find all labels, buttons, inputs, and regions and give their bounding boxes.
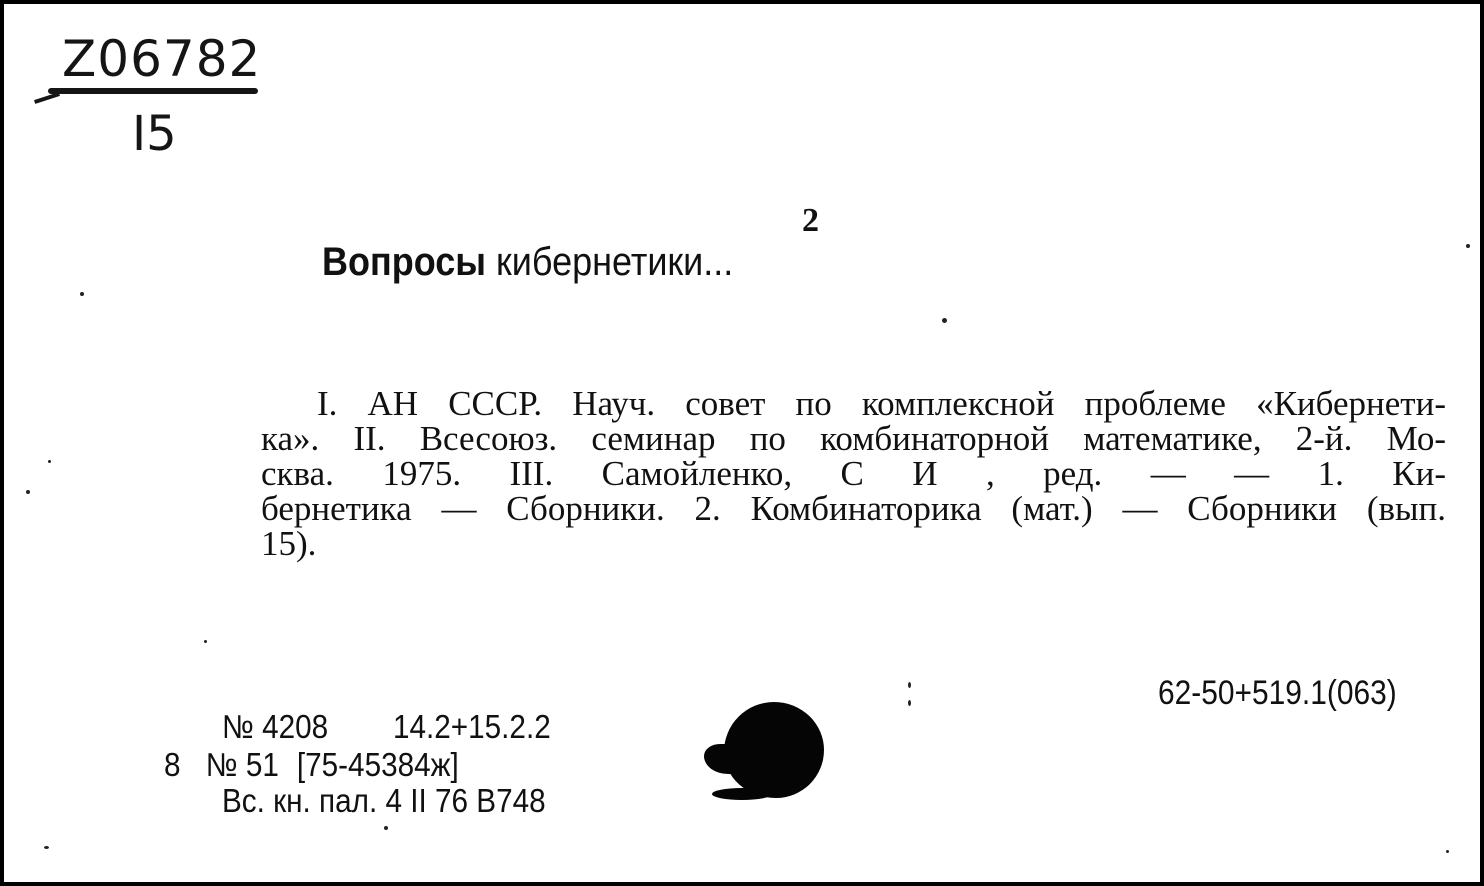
title-rest: кибернетики... [486, 240, 734, 284]
title-bold-part: Вопросы [322, 240, 487, 284]
footer-line-1 [222, 708, 551, 746]
call-number-underline-tick [34, 92, 60, 104]
footer-classification: 14.2+15.2.2 [392, 708, 551, 745]
card-title [322, 242, 733, 282]
title-superscript: 2 [802, 202, 819, 239]
footer-line-2 [164, 746, 459, 784]
body-line: сква. 1975. III. Самойленко, С И , ред. — — 1. Ки- [261, 454, 1446, 493]
dust-speck [44, 846, 49, 849]
call-number: Z06782 [62, 30, 262, 88]
dust-speck [204, 640, 207, 643]
dust-speck [26, 490, 30, 494]
body-line: ка». II. Всесоюз. семинар по комбинаторной математике, 2-й. Мо- [261, 419, 1446, 458]
ink-blot-smear [712, 788, 772, 800]
dust-speck [384, 826, 388, 830]
footer-record-number: № 4208 [222, 708, 329, 745]
dust-speck [942, 318, 947, 323]
volume-number: I5 [132, 106, 177, 162]
dust-speck [1446, 850, 1449, 853]
footer-card-number: № 51 [205, 746, 279, 783]
body-line: 15). [261, 524, 317, 563]
footer-order-code: [75-45384ж] [296, 746, 459, 783]
footer-prefix: 8 [164, 746, 181, 783]
dust-speck [48, 460, 51, 463]
ink-blot-tail [704, 744, 744, 774]
body-line: бернетика — Сборники. 2. Комбинаторика (мат.) — Сборники (вып. [261, 489, 1446, 528]
dust-speck [908, 700, 911, 706]
call-number-underline [48, 88, 258, 94]
body-line: I. АН СССР. Науч. совет по комплексной проблеме «Кибернети- [317, 384, 1446, 423]
footer-line-3 [222, 782, 546, 820]
udc-code: 62-50+519.1(063) [1158, 674, 1397, 712]
dust-speck [80, 292, 84, 296]
card-body [261, 386, 1446, 561]
dust-speck [1466, 244, 1470, 248]
footer-chamber-line: Вс. кн. пал. 4 II 76 В748 [222, 782, 546, 819]
dust-speck [908, 682, 911, 688]
